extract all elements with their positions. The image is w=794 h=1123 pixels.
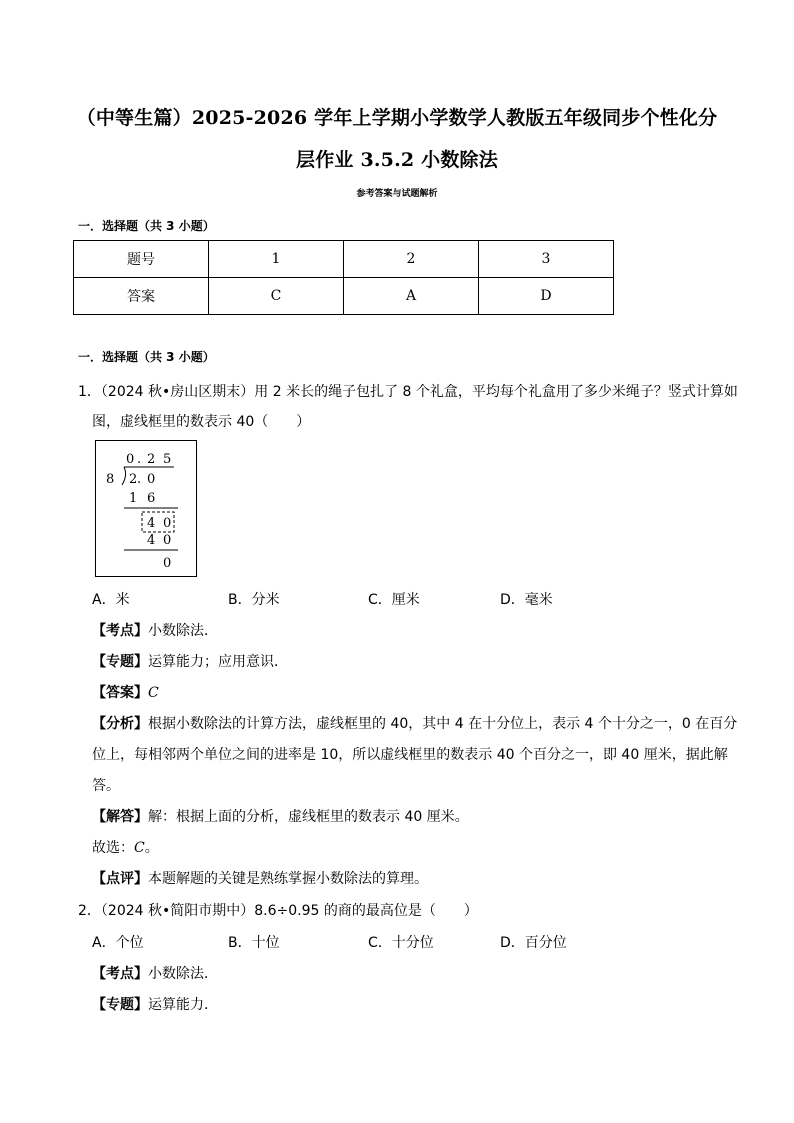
divisor: 8 xyxy=(106,472,115,487)
zhuanti-line xyxy=(92,651,288,671)
label-tag: 【专题】 xyxy=(92,997,148,1013)
boxed-digit: 0 xyxy=(163,516,172,531)
question-number: 1． xyxy=(78,384,101,400)
guxuan-line xyxy=(92,837,159,857)
guxuan-prefix: 故选： xyxy=(92,840,134,856)
option-c: C．十分位 xyxy=(368,935,434,951)
quotient-digit: 5 xyxy=(163,452,172,467)
option-b: B．十位 xyxy=(228,935,280,951)
table-cell: D xyxy=(479,278,614,315)
remainder: 0 xyxy=(163,556,172,571)
kaodian-line xyxy=(92,963,218,983)
answer-table xyxy=(73,240,614,315)
question-1-stem-cont: 图，虚线框里的数表示 40（ ） xyxy=(92,414,311,430)
table-cell: 1 xyxy=(209,241,344,278)
question-text: （2024 秋•房山区期末）用 2 米长的绳子包扎了 8 个礼盒，平均每个礼盒用了多少米绳子？竖式计算如 xyxy=(100,384,738,400)
fenxi-line2: 位上，每相邻两个单位之间的进率是 10，所以虚线框里的数表示 40 个百分之一，即 40 厘米，据此解 xyxy=(92,747,728,763)
label-tag: 【答案】 xyxy=(92,685,148,701)
dianping-line xyxy=(92,868,428,888)
quotient-digit: . xyxy=(137,452,142,467)
question-2-stem xyxy=(78,900,478,920)
table-row xyxy=(74,278,614,315)
fenxi-line3: 答。 xyxy=(92,778,120,794)
dianping-text: 本题解题的关键是熟练掌握小数除法的算理。 xyxy=(148,871,428,887)
guxuan-answer: C xyxy=(134,840,145,856)
zhuanti-text: 运算能力． xyxy=(148,997,218,1013)
label-tag: 【分析】 xyxy=(92,716,148,732)
step2-digit: 4 xyxy=(147,533,156,548)
table-row xyxy=(74,241,614,278)
table-cell: 2 xyxy=(344,241,479,278)
table-cell: 3 xyxy=(479,241,614,278)
label-tag: 【考点】 xyxy=(92,966,148,982)
kaodian-text: 小数除法． xyxy=(148,966,218,982)
boxed-digit: 4 xyxy=(147,516,156,531)
option-d: D．百分位 xyxy=(500,935,567,951)
table-cell: C xyxy=(209,278,344,315)
daan-line xyxy=(92,682,159,702)
section-heading-questions: 一．选择题（共 3 小题） xyxy=(78,350,215,364)
dividend-digit: . xyxy=(137,472,142,487)
quotient-digit: 2 xyxy=(147,452,156,467)
quotient-digit: 0 xyxy=(126,452,135,467)
section-heading-answers: 一．选择题（共 3 小题） xyxy=(78,219,215,233)
step1-digit: 6 xyxy=(147,491,156,506)
document-subtitle: 参考答案与试题解析 xyxy=(356,189,438,199)
label-tag: 【解答】 xyxy=(92,809,148,825)
label-tag: 【专题】 xyxy=(92,654,148,670)
option-b: B．分米 xyxy=(228,592,280,608)
zhuanti-line xyxy=(92,994,218,1014)
kaodian-line xyxy=(92,620,218,640)
question-number: 2． xyxy=(78,903,101,919)
zhuanti-text: 运算能力；应用意识． xyxy=(148,654,288,670)
jieda-text: 解：根据上面的分析，虚线框里的数表示 40 厘米。 xyxy=(148,809,469,825)
document-title-line2: 层作业 3.5.2 小数除法 xyxy=(296,149,498,171)
dividend-digit: 2 xyxy=(129,472,138,487)
step2-digit: 0 xyxy=(163,533,172,548)
jieda-line xyxy=(92,806,469,826)
option-a: A．个位 xyxy=(92,935,144,951)
document-title-line1: （中等生篇）2025-2026 学年上学期小学数学人教版五年级同步个性化分 xyxy=(76,107,718,129)
step1-digit: 1 xyxy=(129,491,138,506)
daan-text: C xyxy=(148,685,159,701)
table-cell: 答案 xyxy=(74,278,209,315)
division-bracket xyxy=(122,467,126,485)
kaodian-text: 小数除法． xyxy=(148,623,218,639)
label-tag: 【点评】 xyxy=(92,871,148,887)
dividend-digit: 0 xyxy=(147,472,156,487)
fenxi-line1 xyxy=(92,713,737,733)
table-cell: A xyxy=(344,278,479,315)
question-text: （2024 秋•简阳市期中）8.6÷0.95 的商的最高位是（ ） xyxy=(100,903,478,919)
question-1-stem xyxy=(78,381,738,401)
fenxi-text: 根据小数除法的计算方法，虚线框里的 40，其中 4 在十分位上，表示 4 个十分之一，0 在百分 xyxy=(148,716,738,732)
option-a: A．米 xyxy=(92,592,130,608)
option-c: C．厘米 xyxy=(368,592,420,608)
guxuan-suffix: 。 xyxy=(144,840,159,856)
label-tag: 【考点】 xyxy=(92,623,148,639)
long-division-svg xyxy=(96,441,196,576)
option-d: D．毫米 xyxy=(500,592,553,608)
table-cell: 题号 xyxy=(74,241,209,278)
long-division-figure xyxy=(95,440,197,577)
